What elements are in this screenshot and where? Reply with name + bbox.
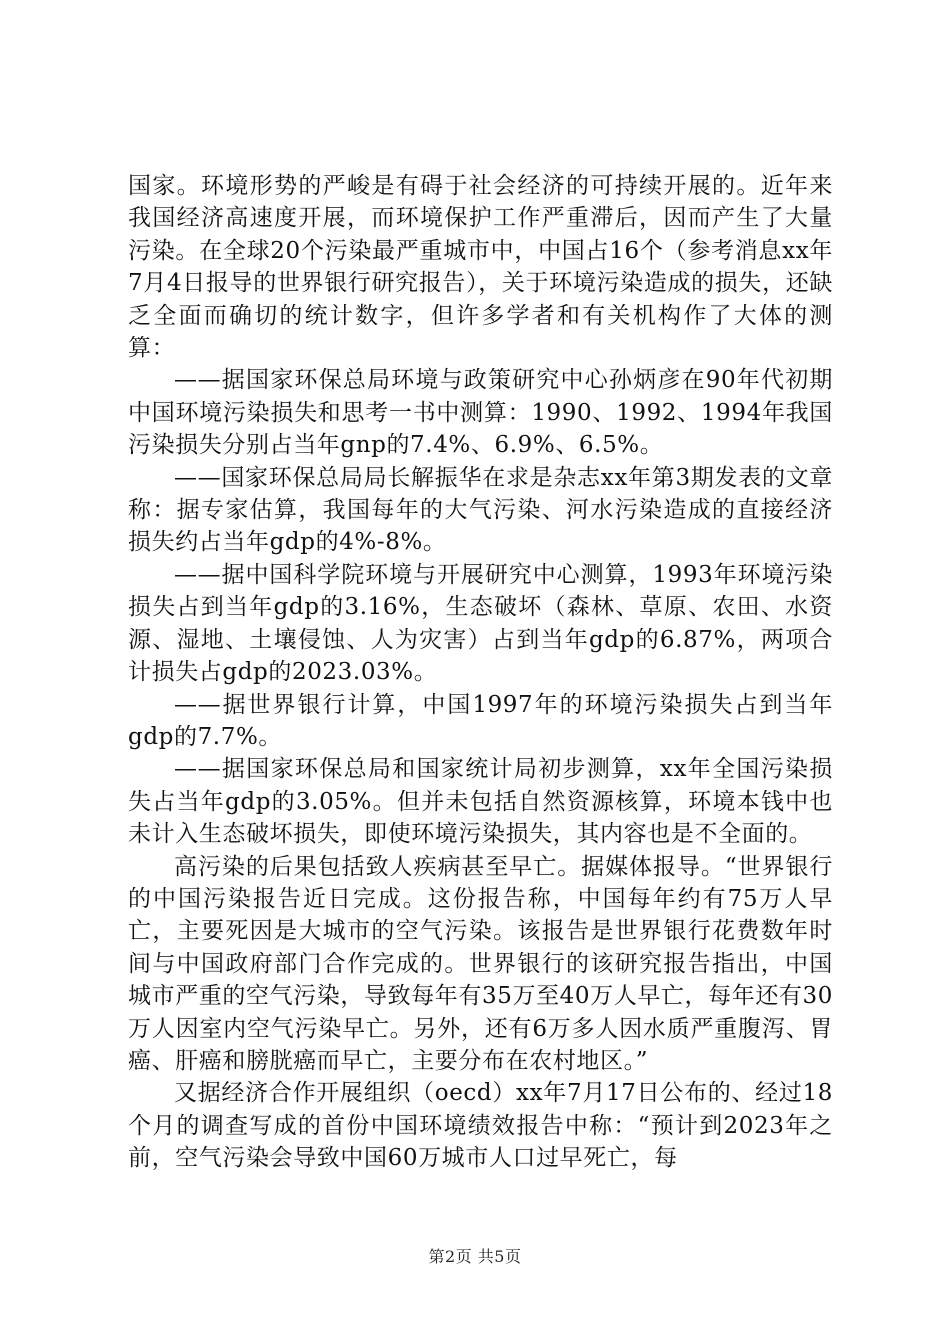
paragraph-estimate-1990s: ——据国家环保总局环境与政策研究中心孙炳彦在90年代初期中国环境污染损失和思考一书中测算：1990、1992、1994年我国污染损失分别占当年gnp的7.4%、6.9%、6.5%。 [128,367,833,459]
page-number-footer: 第2页 共5页 [428,1247,522,1266]
paragraph-qiushi-article: ——国家环保总局局长解振华在求是杂志xx年第3期发表的文章称：据专家估算，我国每年的大气污染、河水污染造成的直接经济损失约占当年gdp的4%-8%。 [128,464,833,556]
paragraph-intro: 国家。环境形势的严峻是有碍于社会经济的可持续开展的。近年来我国经济高速度开展，而环境保护工作严重滞后，因而产生了大量污染。在全球20个污染最严重城市中，中国占16个（参考消息xx年7月4日报导的世界银行研究报告），关于环境污染造成的损失，还缺乏全面而确切的统计数字，但许多学者和有关机构作了大体的测算： [128,173,833,362]
body-text [128,170,833,1175]
paragraph-oecd-report: 又据经济合作开展组织（oecd）xx年7月17日公布的、经过18个月的调查写成的首份中国环境绩效报告中称：“预计到2023年之前，空气污染会导致中国60万城市人口过早死亡，每 [128,1080,833,1172]
paragraph-sepa-estimate: ——据国家环保总局和国家统计局初步测算，xx年全国污染损失占当年gdp的3.05%。但并未包括自然资源核算，环境本钱中也未计入生态破坏损失，即使环境污染损失，其内容也是不全面的。 [128,756,833,848]
paragraph-world-bank-1997: ——据世界银行计算，中国1997年的环境污染损失占到当年gdp的7.7%。 [128,691,833,750]
paragraph-premature-death: 高污染的后果包括致人疾病甚至早亡。据媒体报导。“世界银行的中国污染报告近日完成。这份报告称，中国每年约有75万人早亡，主要死因是大城市的空气污染。该报告是世界银行花费数年时间与中国政府部门合作完成的。世界银行的该研究报告指出，中国城市严重的空气污染，导致每年有35万至40万人早亡，每年还有30万人因室内空气污染早亡。另外，还有6万多人因水质严重腹泻、胃癌、肝癌和膀胱癌而早亡，主要分布在农村地区。” [128,853,833,1074]
paragraph-cas-estimate: ——据中国科学院环境与开展研究中心测算，1993年环境污染损失占到当年gdp的3.16%，生态破坏（森林、草原、农田、水资源、湿地、土壤侵蚀、人为灾害）占到当年gdp的6.87%，两项合计损失占gdp的2023.03%。 [128,561,833,686]
